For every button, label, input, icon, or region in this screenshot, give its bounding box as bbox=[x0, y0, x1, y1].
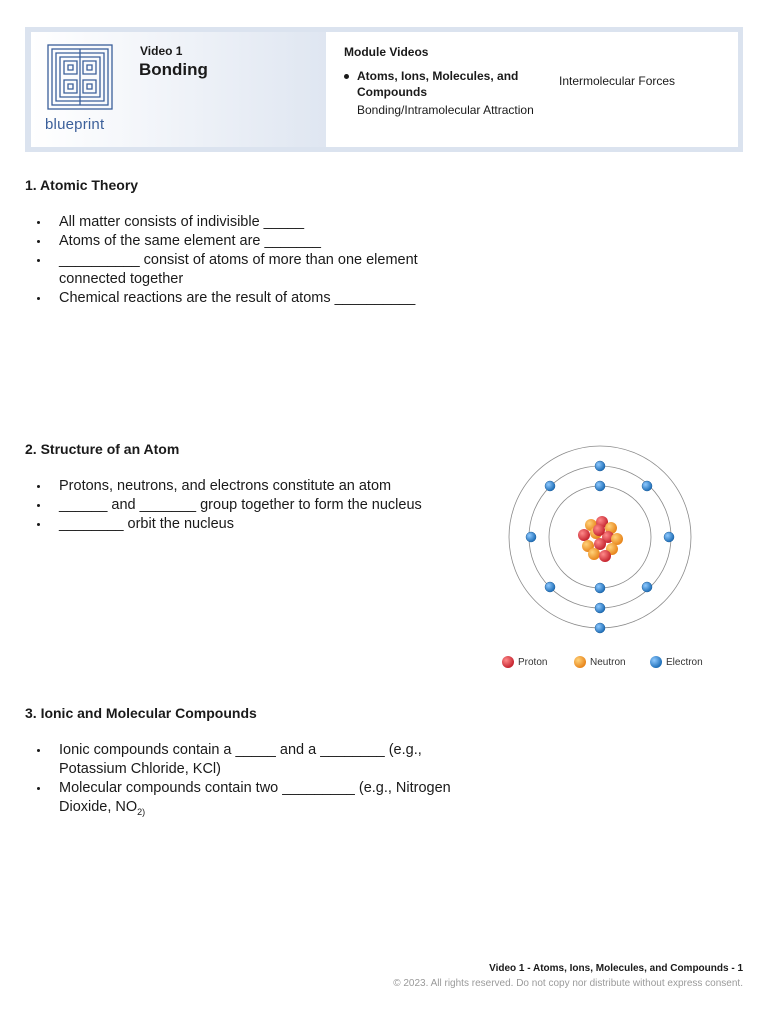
legend-electron: Electron bbox=[666, 657, 703, 668]
logo-text: blueprint bbox=[45, 116, 105, 133]
section-title-atomic-theory: 1. Atomic Theory bbox=[25, 177, 139, 193]
list-item: Atoms of the same element are _______ bbox=[25, 232, 455, 251]
ionic-molecular-list bbox=[25, 741, 455, 822]
module-videos-title: Module Videos bbox=[344, 45, 429, 59]
atomic-theory-list bbox=[25, 213, 455, 308]
video-number-label: Video 1 bbox=[140, 44, 183, 58]
legend-proton: Proton bbox=[518, 657, 548, 668]
video-title: Bonding bbox=[139, 60, 208, 79]
legend-neutron: Neutron bbox=[590, 657, 626, 668]
section-title-ionic-molecular: 3. Ionic and Molecular Compounds bbox=[25, 705, 257, 721]
list-item: Ionic compounds contain a _____ and a ________ (e.g., Potassium Chloride, KCl) bbox=[25, 741, 455, 779]
footer-copyright: © 2023. All rights reserved. Do not copy nor distribute without express consent. bbox=[393, 978, 743, 989]
list-item: ______ and _______ group together to form the nucleus bbox=[25, 496, 465, 515]
atom-legend bbox=[502, 656, 703, 668]
module-video-intermolecular[interactable]: Intermolecular Forces bbox=[559, 74, 676, 88]
footer-title: Video 1 - Atoms, Ions, Molecules, and Compounds - 1 bbox=[489, 963, 743, 974]
molecular-bullet-text: Molecular compounds contain two _________ (e.g., Nitrogen Dioxide, NO bbox=[59, 780, 451, 815]
list-item: ________ orbit the nucleus bbox=[25, 515, 465, 534]
blueprint-logo-icon bbox=[47, 44, 113, 110]
section-title-structure-atom: 2. Structure of an Atom bbox=[25, 441, 180, 457]
atom-diagram bbox=[498, 440, 708, 675]
list-item: Protons, neutrons, and electrons constitute an atom bbox=[25, 477, 465, 496]
list-item: __________ consist of atoms of more than one element connected together bbox=[25, 251, 455, 289]
module-videos-panel bbox=[326, 32, 738, 147]
list-item: Chemical reactions are the result of atoms __________ bbox=[25, 289, 455, 308]
structure-atom-list bbox=[25, 477, 465, 534]
module-video-bonding[interactable]: Bonding/Intramolecular Attraction bbox=[357, 103, 534, 117]
header-band bbox=[25, 27, 743, 152]
list-item: All matter consists of indivisible _____ bbox=[25, 213, 455, 232]
molecular-bullet-subscript: 2) bbox=[137, 806, 146, 817]
nucleus bbox=[578, 516, 623, 562]
list-item bbox=[25, 779, 455, 822]
header-video-panel bbox=[31, 32, 326, 147]
module-videos-list bbox=[344, 68, 534, 117]
module-video-current[interactable]: Atoms, Ions, Molecules, and Compounds bbox=[344, 68, 532, 100]
